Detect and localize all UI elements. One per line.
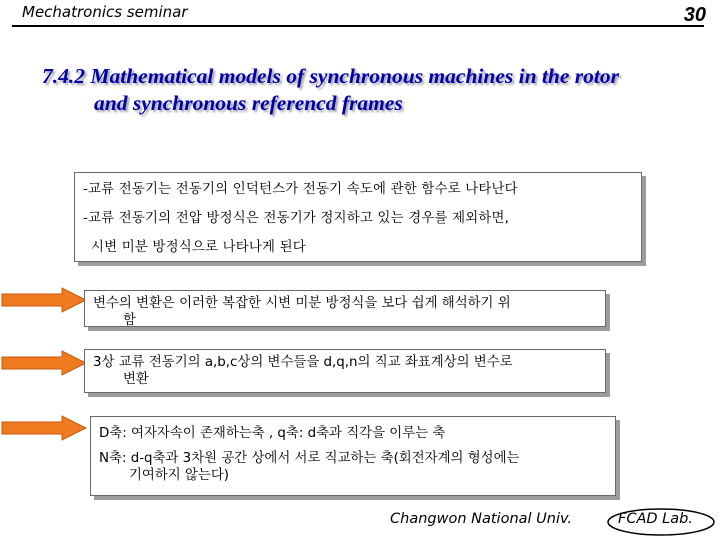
transform-line-1: 3상 교류 전동기의 a,b,c상의 변수들을 d,q,n의 직교 좌표계상의 변수로 xyxy=(93,355,513,370)
purpose-text xyxy=(93,295,599,329)
axes-box xyxy=(90,416,616,496)
slide-title-line2: and synchronous referencd frames xyxy=(94,91,403,115)
axes-line-2: N축: d-q축과 3차원 공간 상에서 서로 직교하는 축(회전자계의 형성에는 xyxy=(99,451,520,466)
right-arrow-icon xyxy=(0,349,88,377)
transform-line-2: 변환 xyxy=(123,372,149,387)
right-arrow-icon xyxy=(0,414,88,442)
course-title: Mechatronics seminar xyxy=(22,3,188,21)
axes-line-1: D축: 여자자속이 존재하는축 , q축: d축과 직각을 이루는 축 xyxy=(99,426,446,441)
intro-line-1: -교류 전동기는 전동기의 인덕턴스가 전동기 속도에 관한 함수로 나타난다 xyxy=(83,182,518,197)
purpose-box xyxy=(84,290,606,327)
purpose-line-1: 변수의 변환은 이러한 복잡한 시변 미분 방정식을 보다 쉽게 해석하기 위 xyxy=(93,296,511,311)
transform-box xyxy=(84,349,606,393)
intro-line-2: -교류 전동기의 전압 방정식은 전동기가 정지하고 있는 경우를 제외하면, xyxy=(83,211,510,226)
lab-name: FCAD Lab. xyxy=(618,511,693,527)
slide-title-line1: 7.4.2 Mathematical models of synchronous machines in the rotor xyxy=(42,64,619,88)
purpose-line-2: 함 xyxy=(123,313,136,328)
right-arrow-icon xyxy=(0,286,88,314)
university-name: Changwon National Univ. xyxy=(390,511,572,527)
slide-title xyxy=(42,63,702,117)
header-divider xyxy=(12,25,704,27)
axes-text xyxy=(99,425,609,484)
axes-line-3: 기여하지 않는다) xyxy=(129,468,230,483)
transform-text xyxy=(93,354,599,388)
intro-line-3: 시변 미분 방정식으로 나타나게 된다 xyxy=(91,240,306,255)
page-number: 30 xyxy=(683,4,706,26)
intro-box xyxy=(74,172,642,262)
